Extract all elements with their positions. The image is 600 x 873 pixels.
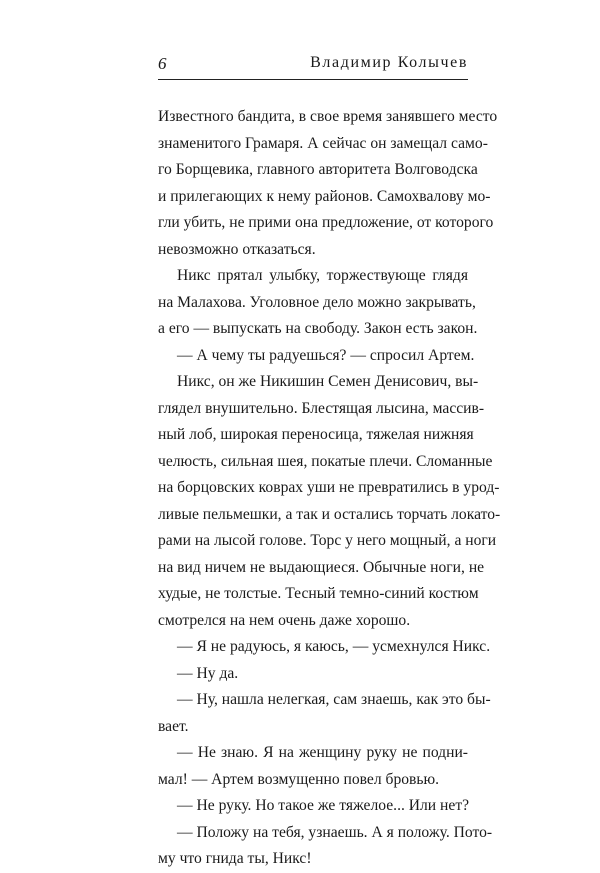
text-line: — Не знаю. Я на женщину руку не подни- bbox=[177, 744, 468, 761]
text-line: смотрелся на нем очень даже хорошо. bbox=[158, 611, 411, 629]
text-line: на борцовских коврах уши не превратились в урод- bbox=[158, 479, 500, 496]
text-line: гли убить, не прими она предложение, от которого bbox=[158, 214, 494, 231]
text-line: — Я не радуюсь, я каюсь, — усмехнулся Никс. bbox=[177, 638, 491, 655]
text-line: Никс, он же Никишин Семен Денисович, вы- bbox=[177, 373, 479, 390]
text-line: — Ну, нашла нелегкая, сам знаешь, как это бы- bbox=[177, 691, 491, 708]
text-line: му что гнида ты, Никс! bbox=[158, 850, 312, 867]
text-line: мал! — Артем возмущенно повел бровью. bbox=[158, 770, 440, 788]
text-line: невозможно отказаться. bbox=[158, 240, 316, 258]
text-line: и прилегающих к нему районов. Самохвалову мо- bbox=[158, 187, 491, 205]
text-line: — А чему ты радуешься? — спросил Артем. bbox=[177, 346, 475, 364]
text-line: знаменитого Грамаря. А сейчас он замещал само- bbox=[158, 134, 488, 152]
body-text bbox=[158, 104, 501, 873]
text-line: — Ну да. bbox=[177, 664, 239, 682]
text-line: челюсть, сильная шея, покатые плечи. Сломанные bbox=[158, 452, 493, 470]
text-line: на Малахова. Уголовное дело можно закрывать, bbox=[158, 293, 476, 311]
text-line: — Не руку. Но такое же тяжелое... Или нет? bbox=[177, 797, 470, 814]
text-line: ный лоб, широкая переносица, тяжелая нижняя bbox=[158, 426, 474, 443]
text-line: ливые пельмешки, а так и остались торчать локато- bbox=[158, 505, 501, 523]
text-line: — Положу на тебя, узнаешь. А я положу. Пото- bbox=[177, 823, 493, 841]
running-head-title: Владимир Колычев bbox=[310, 54, 468, 71]
text-line: рами на лысой голове. Торс у него мощный, а ноги bbox=[158, 532, 497, 549]
header-rule bbox=[158, 79, 468, 80]
text-line: худые, не толстые. Тесный темно-синий костюм bbox=[158, 585, 479, 602]
page-number: 6 bbox=[158, 54, 167, 73]
text-line: глядел внушительно. Блестящая лысина, массив- bbox=[158, 399, 485, 417]
text-line: Известного бандита, в свое время занявшего место bbox=[158, 108, 498, 125]
text-line: Никс прятал улыбку, торжествующе глядя bbox=[177, 267, 468, 284]
text-line: на вид ничем не выдающиеся. Обычные ноги, не bbox=[158, 558, 485, 576]
text-line: го Борщевика, главного авторитета Волговодска bbox=[158, 161, 478, 178]
text-line: вает. bbox=[158, 717, 189, 735]
text-line: а его — выпускать на свободу. Закон есть закон. bbox=[158, 320, 478, 337]
